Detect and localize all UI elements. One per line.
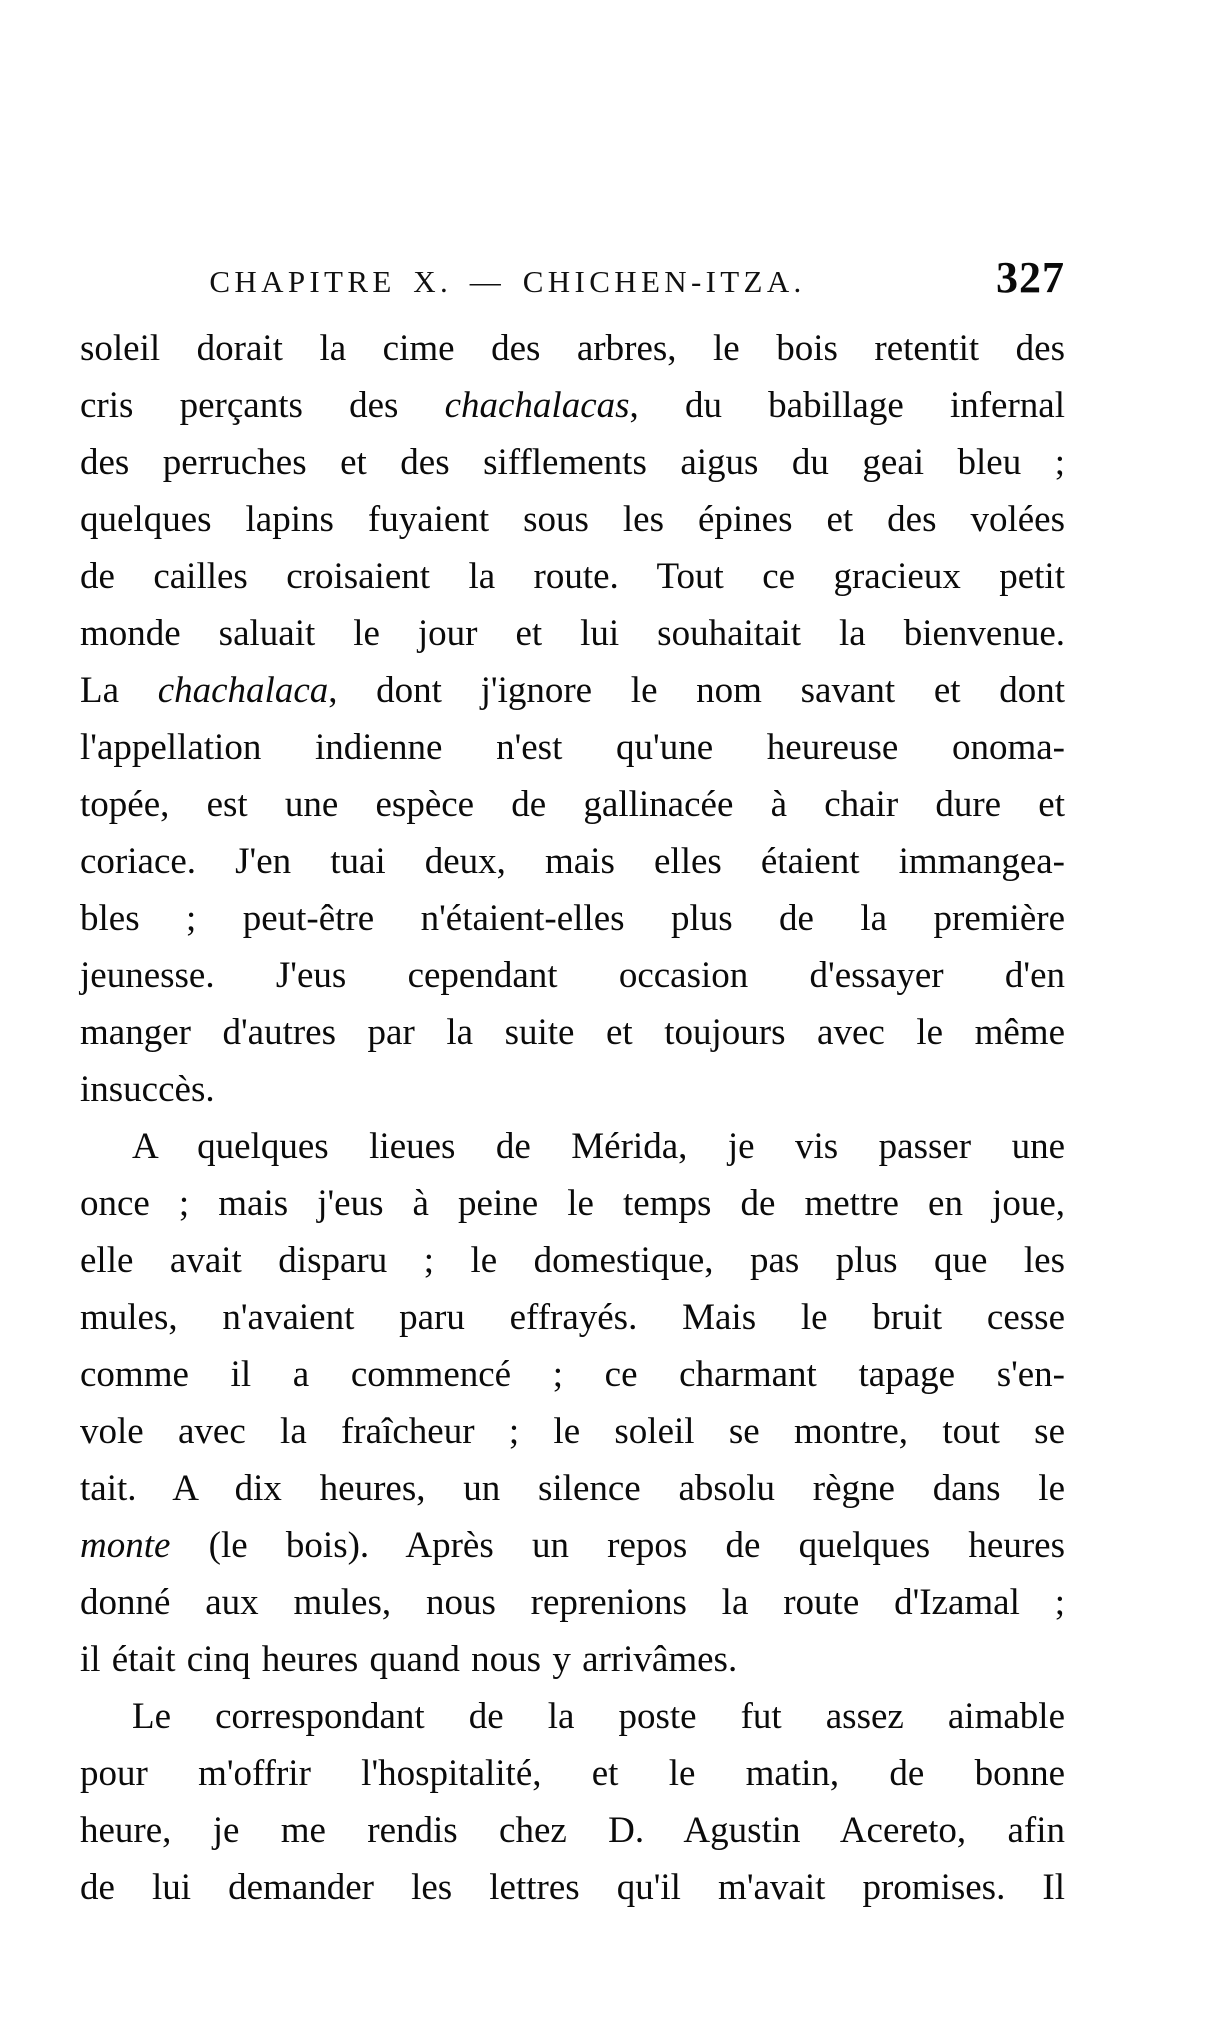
text-segment: La	[80, 670, 158, 711]
text-line	[80, 947, 1065, 1004]
text-segment: l'appellation indienne n'est qu'une heureuse onoma-	[80, 727, 1065, 768]
text-line	[80, 1403, 1065, 1460]
text-line	[80, 1460, 1065, 1517]
text-segment: de cailles croisaient la route. Tout ce gracieux petit	[80, 556, 1065, 597]
text-segment: coriace. J'en tuai deux, mais elles étaient immangea-	[80, 841, 1065, 882]
text-line	[80, 1232, 1065, 1289]
text-segment: tait. A dix heures, un silence absolu règne dans le	[80, 1468, 1065, 1509]
text-line	[80, 434, 1065, 491]
italic-text-segment: chachalacas	[444, 385, 630, 426]
text-segment: topée, est une espèce de gallinacée à chair dure et	[80, 784, 1065, 825]
text-segment: cris perçants des	[80, 385, 445, 426]
text-line	[80, 1688, 1065, 1745]
text-segment: , dont j'ignore le nom savant et dont	[328, 670, 1065, 711]
text-segment: donné aux mules, nous reprenions la route d'Izamal ;	[80, 1582, 1065, 1623]
text-segment: elle avait disparu ; le domestique, pas plus que les	[80, 1240, 1065, 1281]
text-line	[80, 1574, 1065, 1631]
text-segment: (le bois). Après un repos de quelques heures	[170, 1525, 1065, 1566]
text-segment: Le correspondant de la poste fut assez aimable	[132, 1696, 1065, 1737]
text-line	[80, 776, 1065, 833]
text-line	[80, 1061, 1065, 1118]
text-segment: pour m'offrir l'hospitalité, et le matin, de bonne	[80, 1753, 1065, 1794]
text-line	[80, 1859, 1065, 1916]
text-line	[80, 1289, 1065, 1346]
text-segment: de lui demander les lettres qu'il m'avait promises. Il	[80, 1867, 1065, 1908]
text-segment: , du babillage infernal	[629, 385, 1065, 426]
text-line	[80, 890, 1065, 947]
text-segment: vole avec la fraîcheur ; le soleil se montre, tout se	[80, 1411, 1065, 1452]
text-line	[80, 833, 1065, 890]
text-segment: comme il a commencé ; ce charmant tapage s'en-	[80, 1354, 1065, 1395]
italic-text-segment: chachalaca	[157, 670, 329, 711]
text-line	[80, 1118, 1065, 1175]
text-line	[80, 605, 1065, 662]
text-line	[80, 320, 1065, 377]
text-segment: bles ; peut-être n'étaient-elles plus de la première	[80, 898, 1065, 939]
text-segment: monde saluait le jour et lui souhaitait la bienvenue.	[80, 613, 1065, 654]
italic-text-segment: monte	[80, 1525, 171, 1566]
text-segment: soleil dorait la cime des arbres, le bois retentit des	[80, 328, 1065, 369]
text-segment: manger d'autres par la suite et toujours avec le même	[80, 1012, 1065, 1053]
text-segment: il était cinq heures quand nous y arrivâmes.	[80, 1639, 738, 1680]
text-line	[80, 491, 1065, 548]
text-segment: quelques lapins fuyaient sous les épines et des volées	[80, 499, 1065, 540]
text-line	[80, 1517, 1065, 1574]
page-number: 327	[996, 253, 1065, 302]
text-line	[80, 1346, 1065, 1403]
text-segment: heure, je me rendis chez D. Agustin Acereto, afin	[80, 1810, 1065, 1851]
text-segment: jeunesse. J'eus cependant occasion d'essayer d'en	[80, 955, 1065, 996]
text-segment: once ; mais j'eus à peine le temps de mettre en joue,	[80, 1183, 1065, 1224]
text-line	[80, 662, 1065, 719]
page-body	[80, 320, 1065, 1916]
running-header-chapter-title: CHAPITRE X. — CHICHEN-ITZA.	[209, 264, 806, 299]
text-segment: A quelques lieues de Mérida, je vis passer une	[132, 1126, 1065, 1167]
text-line	[80, 1175, 1065, 1232]
text-segment: mules, n'avaient paru effrayés. Mais le bruit cesse	[80, 1297, 1065, 1338]
text-line	[80, 377, 1065, 434]
text-line	[80, 1745, 1065, 1802]
text-line	[80, 548, 1065, 605]
text-segment: des perruches et des sifflements aigus du geai bleu ;	[80, 442, 1065, 483]
running-header	[80, 253, 1065, 304]
text-segment: insuccès.	[80, 1069, 215, 1110]
text-line	[80, 1631, 1065, 1688]
text-line	[80, 1004, 1065, 1061]
text-line	[80, 719, 1065, 776]
text-line	[80, 1802, 1065, 1859]
